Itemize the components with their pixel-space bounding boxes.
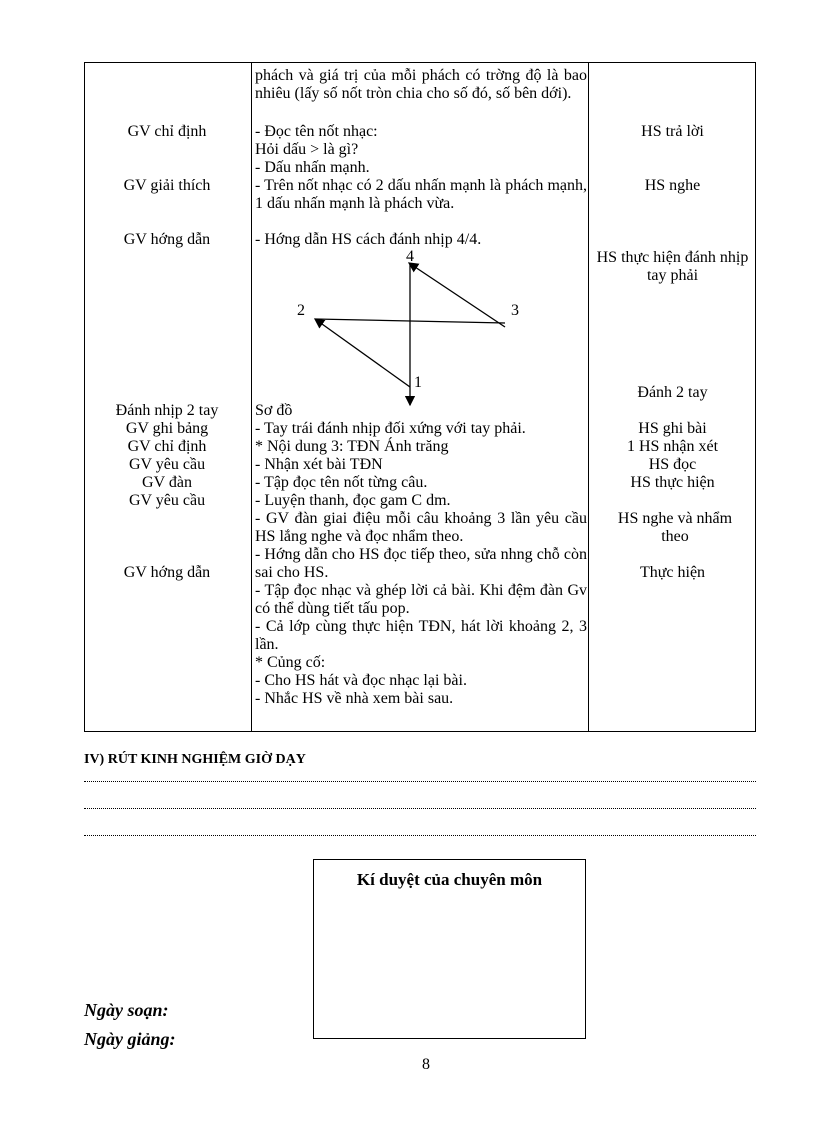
teacher-cell: GV hớng dẫn xyxy=(123,564,211,581)
content-cell: - Hớng dẫn HS cách đánh nhịp 4/4. xyxy=(255,231,482,248)
teacher-cell: GV yêu cầu xyxy=(128,492,206,509)
diagram-label-1: 1 xyxy=(414,374,422,391)
teacher-cell: GV chỉ định xyxy=(127,123,207,140)
content-cell: - Trên nốt nhạc có 2 dấu nhấn mạnh là phách mạnh, 1 dấu nhấn mạnh là phách vừa. xyxy=(255,177,587,212)
student-cell: HS thực hiện xyxy=(630,474,715,491)
student-cell: HS nghe và nhẩm theo xyxy=(617,510,733,545)
teacher-cell: GV đàn xyxy=(142,474,192,491)
teacher-cell: GV yêu cầu xyxy=(128,456,206,473)
diagram-label-4: 4 xyxy=(406,248,414,265)
student-cell: Thực hiện xyxy=(639,564,706,581)
student-cell: 1 HS nhận xét xyxy=(626,438,719,455)
approval-box xyxy=(313,859,586,1039)
content-cell: phách và giá trị của mỗi phách có trờng độ là bao nhiêu (lấy số nốt tròn chia cho số đó, số bên dới). xyxy=(255,67,587,102)
teacher-cell: GV chỉ định xyxy=(127,438,207,455)
teacher-cell: GV ghi bảng xyxy=(125,420,209,437)
teacher-cell: Đánh nhịp 2 tay xyxy=(115,402,219,419)
student-cell: Đánh 2 tay xyxy=(637,384,708,401)
section-title: IV) RÚT KINH NGHIỆM GIỜ DẠY xyxy=(84,752,306,767)
column-divider-1 xyxy=(251,63,252,731)
content-cell: - Đọc tên nốt nhạc: Hỏi dấu > là gì? - Dấu nhấn mạnh. xyxy=(255,123,378,176)
teacher-cell: GV giải thích xyxy=(123,177,211,194)
student-cell: HS trả lời xyxy=(641,123,704,140)
student-cell: HS ghi bài xyxy=(638,420,707,437)
lesson-table xyxy=(84,62,756,732)
student-cell: HS nghe xyxy=(644,177,701,194)
beat-4-arrow xyxy=(409,263,505,327)
page-number: 8 xyxy=(422,1056,430,1073)
dotted-line xyxy=(84,808,756,809)
dotted-line xyxy=(84,835,756,836)
dotted-line xyxy=(84,781,756,782)
student-cell: HS thực hiện đánh nhịp tay phải xyxy=(596,249,749,284)
student-cell: HS đọc xyxy=(648,456,697,473)
content-cell: Sơ đồ - Tay trái đánh nhịp đối xứng với tay phải. * Nội dung 3: TĐN Ánh trăng - Nhận xét bài TĐN - Tập đọc tên nốt từng câu. - Luyện thanh, đọc gam C dm. - GV đàn giai điệu mỗi câu khoảng 3 lần yêu cầu HS lắng nghe và đọc nhẩm theo. - Hớng dẫn cho HS đọc tiếp theo, sửa nhng chỗ còn sai cho HS. - Tập đọc nhạc và ghép lời cả bài. Khi đệm đàn Gv có thể dùng tiết tấu pop. - Cả lớp cùng thực hiện TĐN, hát lời khoảng 2, 3 lần. * Củng cố: - Cho HS hát và đọc nhạc lại bài. - Nhắc HS về nhà xem bài sau. xyxy=(255,402,587,707)
column-divider-2 xyxy=(588,63,589,731)
date-taught-label: Ngày giảng: xyxy=(84,1029,176,1049)
beat-2-arrow xyxy=(315,319,410,387)
date-prepared-label: Ngày soạn: xyxy=(84,1000,169,1020)
diagram-label-3: 3 xyxy=(511,302,519,319)
teacher-cell: GV hớng dẫn xyxy=(123,231,211,248)
diagram-label-2: 2 xyxy=(297,302,305,319)
approval-box-title: Kí duyệt của chuyên môn xyxy=(356,870,543,889)
